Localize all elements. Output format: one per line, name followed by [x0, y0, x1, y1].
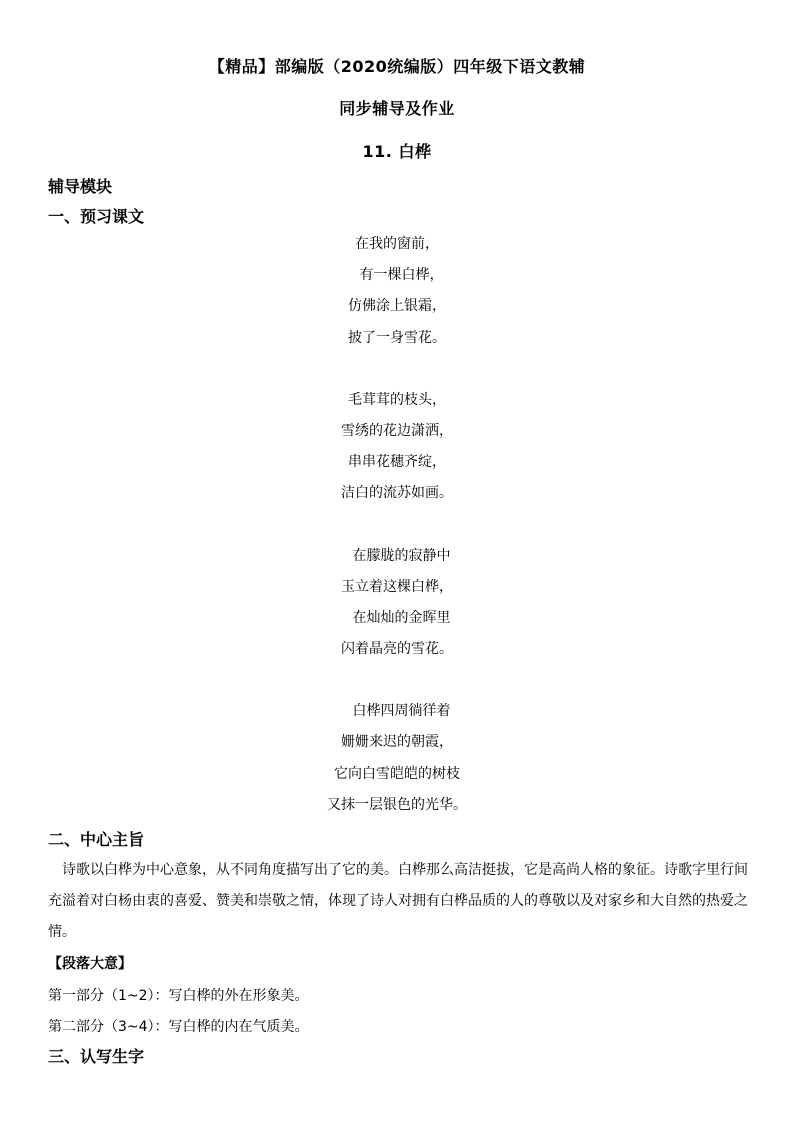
section-heading-fudao: 辅导模块 [48, 177, 113, 196]
poem-stanza [0, 700, 794, 825]
poem-line: 毛茸茸的枝头， [348, 391, 446, 408]
paragraph-summary-heading: 【段落大意】 [48, 956, 132, 972]
poem-line: 姗姗来迟的朝霞， [341, 734, 453, 751]
poem-line: 洁白的流苏如画。 [341, 485, 453, 502]
poem-line: 又抹一层银色的光华。 [327, 796, 467, 813]
poem-line: 在灿灿的金晖里 [343, 609, 451, 626]
poem-line: 闪着晶亮的雪花。 [341, 641, 453, 658]
part-two-summary: 第二部分（3~4）：写白桦的内在气质美。 [48, 1019, 309, 1035]
poem-line: 玉立着这棵白桦， [341, 578, 453, 595]
document-title: 【精品】部编版（2020统编版）四年级下语文教辅 [208, 57, 586, 76]
poem-line: 披了一身雪花。 [348, 329, 446, 346]
poem-line: 串串花穗齐绽， [348, 454, 446, 471]
document-subtitle: 同步辅导及作业 [339, 99, 455, 118]
theme-paragraph: 诗歌以白桦为中心意象，从不同角度描写出了它的美。白桦那么高洁挺拔，它是高尚人格的象征。诗歌字里行间充溢着对白杨由衷的喜爱、赞美和崇敬之情，体现了诗人对拥有白桦品质的人的尊敬以及对家乡和大自然的热爱之情。 [48, 862, 748, 940]
part-one-summary: 第一部分（1~2）：写白桦的外在形象美。 [48, 988, 309, 1004]
poem-line: 白桦四周徜徉着 [343, 703, 451, 720]
lesson-title: 11. 白桦 [362, 142, 432, 161]
poem-line: 有一棵白桦， [350, 267, 444, 284]
poem-stanza [0, 233, 794, 358]
poem-line: 雪绣的花边潇洒， [341, 422, 453, 439]
poem-line: 仿佛涂上银霜， [348, 298, 446, 315]
poem-stanza [0, 545, 794, 670]
poem-line: 在朦胧的寂静中 [343, 547, 451, 564]
poem-line: 在我的窗前， [355, 236, 439, 252]
poem-text [0, 233, 794, 856]
section-heading-characters: 三、认写生字 [48, 1047, 145, 1066]
poem-line: 它向白雪皑皑的树枝 [334, 765, 460, 782]
section-heading-preview: 一、预习课文 [48, 207, 145, 226]
poem-stanza [0, 389, 794, 514]
section-heading-theme: 二、中心主旨 [48, 830, 145, 849]
